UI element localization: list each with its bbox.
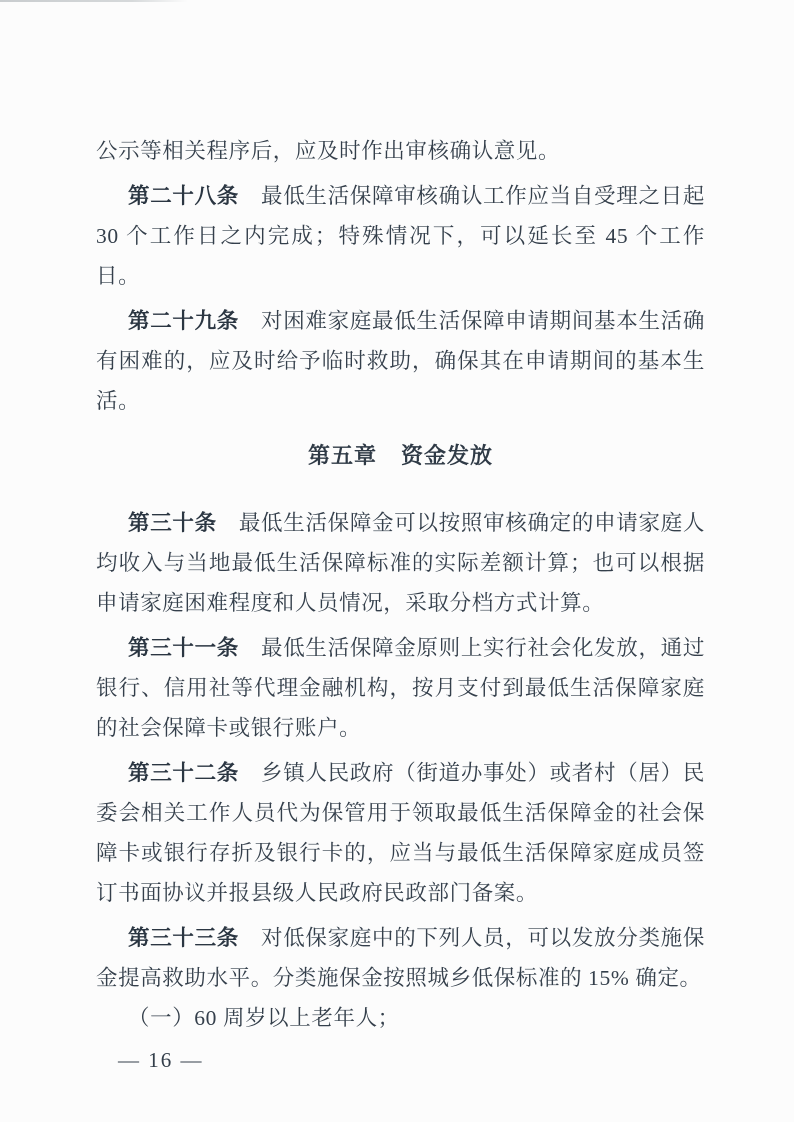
scan-artifact-line [0,0,188,2]
page-number [96,1043,705,1077]
chapter-5-heading [96,436,705,476]
chapter-title: 资金发放 [401,443,494,468]
article-29-text: 对困难家庭最低生活保障申请期间基本生活确有困难的，应及时给予临时救助，确保其在申请期间的基本生活。 [96,309,705,413]
paragraph-article-32 [96,753,705,913]
article-31-text: 最低生活保障金原则上实行社会化发放，通过银行、信用社等代理金融机构，按月支付到最低生活保障家庭的社会保障卡或银行账户。 [96,636,705,740]
article-30-text: 最低生活保障金可以按照审核确定的申请家庭人均收入与当地最低生活保障标准的实际差额计算；也可以根据申请家庭困难程度和人员情况，采取分档方式计算。 [96,511,706,615]
article-33-number: 第三十三条 [128,926,240,950]
article-30-number: 第三十条 [128,511,217,535]
paragraph-article-30 [96,503,705,623]
paragraph-article-31 [96,628,705,748]
paragraph-article-29 [96,301,705,421]
article-29-number: 第二十九条 [128,309,240,333]
paragraph-article-28 [96,176,705,296]
item-1-text: （一）60 周岁以上老年人； [128,1006,400,1030]
page-number-label: — 16 — [118,1048,204,1072]
paragraph-text: 公示等相关程序后，应及时作出审核确认意见。 [96,139,561,163]
paragraph-article-33 [96,918,705,998]
paragraph-continuation [96,131,705,171]
paragraph-item-1 [96,998,705,1038]
article-31-number: 第三十一条 [128,636,240,660]
article-28-number: 第二十八条 [128,184,240,208]
article-32-number: 第三十二条 [128,761,240,785]
article-33-text: 对低保家庭中的下列人员，可以发放分类施保金提高救助水平。分类施保金按照城乡低保标准的 15% 确定。 [96,926,705,990]
article-28-text: 最低生活保障审核确认工作应当自受理之日起 30 个工作日之内完成；特殊情况下，可以延长至 45 个工作日。 [96,184,705,288]
chapter-number: 第五章 [307,443,377,468]
document-body [96,131,705,1077]
article-32-text: 乡镇人民政府（街道办事处）或者村（居）民委会相关工作人员代为保管用于领取最低生活保障金的社会保障卡或银行存折及银行卡的，应当与最低生活保障家庭成员签订书面协议并报县级人民政府民政部门备案。 [96,761,705,905]
